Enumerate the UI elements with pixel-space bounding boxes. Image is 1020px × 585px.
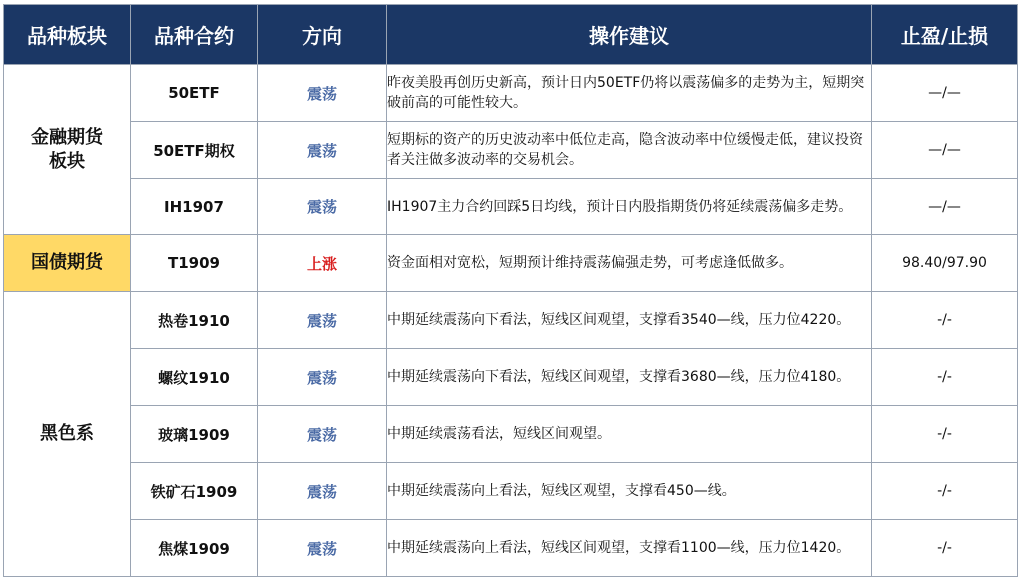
stop-cell: -/- (872, 463, 1018, 520)
advice-cell: 中期延续震荡向上看法，短线区观望，支撑看450—线。 (387, 463, 872, 520)
table-header-row (4, 5, 1018, 65)
futures-advice-table (3, 4, 1018, 577)
contract-cell: T1909 (131, 235, 258, 292)
contract-cell: 螺纹1910 (131, 349, 258, 406)
direction-cell: 震荡 (258, 520, 387, 577)
contract-cell: 50ETF (131, 65, 258, 122)
stop-cell: -/- (872, 292, 1018, 349)
sector-cell-financial (4, 65, 131, 235)
direction-cell: 震荡 (258, 65, 387, 122)
table-row (4, 65, 1018, 122)
advice-cell: 短期标的资产的历史波动率中低位走高，隐含波动率中位缓慢走低，建议投资者关注做多波动率的交易机会。 (387, 122, 872, 179)
stop-cell: -/- (872, 349, 1018, 406)
stop-cell: -/- (872, 406, 1018, 463)
table-row (4, 122, 1018, 179)
table-row (4, 349, 1018, 406)
sector-label: 金融期货板块 (31, 127, 103, 172)
stop-cell: -/- (872, 520, 1018, 577)
table-row (4, 292, 1018, 349)
direction-cell: 震荡 (258, 406, 387, 463)
contract-cell: 焦煤1909 (131, 520, 258, 577)
advice-cell: 中期延续震荡向下看法，短线区间观望，支撑看3680—线，压力位4180。 (387, 349, 872, 406)
stop-cell: —/— (872, 65, 1018, 122)
direction-cell: 震荡 (258, 122, 387, 179)
table-row (4, 235, 1018, 292)
contract-cell: 50ETF期权 (131, 122, 258, 179)
table-row (4, 520, 1018, 577)
sector-cell-black: 黑色系 (4, 292, 131, 577)
header-stop: 止盈/止损 (872, 5, 1018, 65)
advice-cell: 中期延续震荡看法，短线区间观望。 (387, 406, 872, 463)
direction-cell: 震荡 (258, 463, 387, 520)
contract-cell: 玻璃1909 (131, 406, 258, 463)
table-row (4, 463, 1018, 520)
advice-cell: 中期延续震荡向下看法，短线区间观望，支撑看3540—线，压力位4220。 (387, 292, 872, 349)
stop-cell: —/— (872, 122, 1018, 179)
advice-cell: 昨夜美股再创历史新高，预计日内50ETF仍将以震荡偏多的走势为主，短期突破前高的可能性较大。 (387, 65, 872, 122)
header-direction: 方向 (258, 5, 387, 65)
table-row (4, 179, 1018, 235)
advice-cell: 中期延续震荡向上看法，短线区间观望，支撑看1100—线，压力位1420。 (387, 520, 872, 577)
table-row (4, 406, 1018, 463)
direction-cell: 上涨 (258, 235, 387, 292)
stop-cell: 98.40/97.90 (872, 235, 1018, 292)
header-advice: 操作建议 (387, 5, 872, 65)
advice-cell: 资金面相对宽松，短期预计维持震荡偏强走势，可考虑逢低做多。 (387, 235, 872, 292)
direction-cell: 震荡 (258, 292, 387, 349)
contract-cell: 热卷1910 (131, 292, 258, 349)
stop-cell: —/— (872, 179, 1018, 235)
direction-cell: 震荡 (258, 349, 387, 406)
sector-cell-treasury: 国债期货 (4, 235, 131, 292)
header-sector: 品种板块 (4, 5, 131, 65)
contract-cell: 铁矿石1909 (131, 463, 258, 520)
header-contract: 品种合约 (131, 5, 258, 65)
direction-cell: 震荡 (258, 179, 387, 235)
advice-cell: IH1907主力合约回踩5日均线，预计日内股指期货仍将延续震荡偏多走势。 (387, 179, 872, 235)
contract-cell: IH1907 (131, 179, 258, 235)
